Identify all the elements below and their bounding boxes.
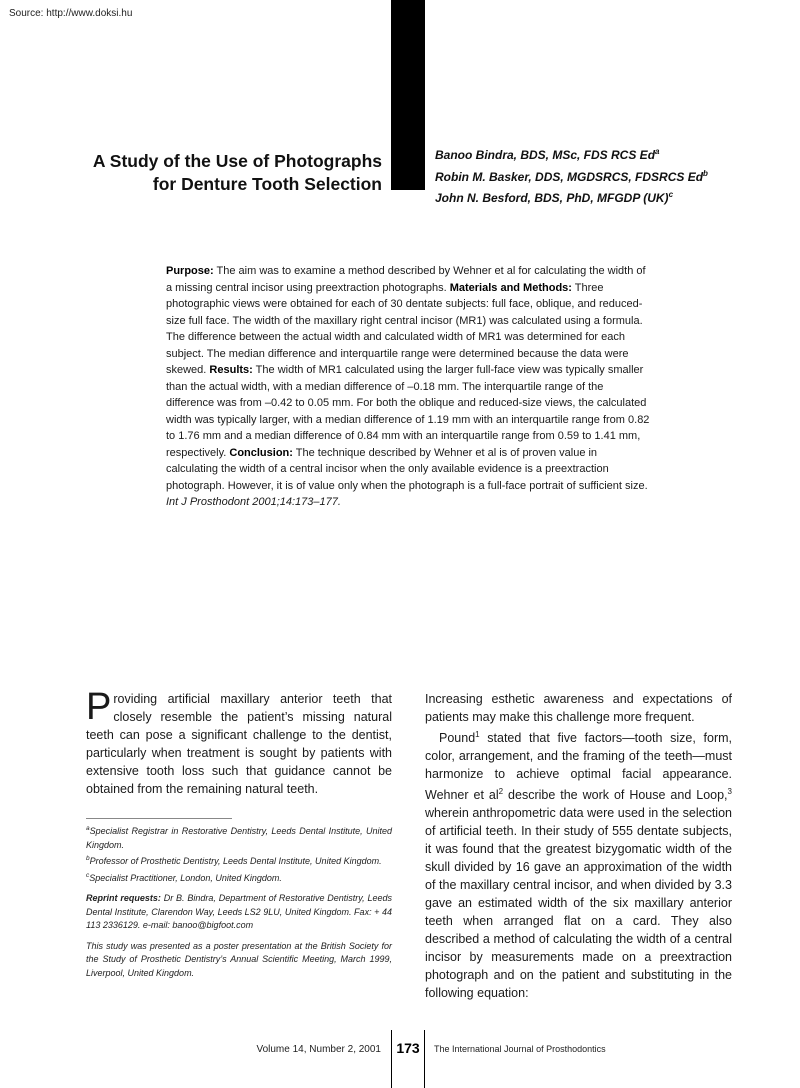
footer-volume: Volume 14, Number 2, 2001 [256, 1044, 381, 1055]
page-number-box [391, 1030, 425, 1088]
footnote-b: $^b$Professor of Prosthetic Dentistry, Leeds Dental Institute, United Kingdom. [86, 855, 382, 866]
author-3: John N. Besford, BDS, PhD, MFGDP (UK)$^c$ [435, 190, 674, 205]
paragraph-2: Pound$^1$ stated that five factors—tooth size, form, color, arrangement, and the framing of the teeth—must harmonize to achieve optimal facial appearance. Wehner et $al^2$ describe the work of House and Loop,$^3$ wherein anthropometric data were used in the selection of artificial teeth. In their study of 555 dentate subjects, it was found that the greatest bizygomatic width of the skull divided by 16 gave an approximation of the width of the maxillary central incisor, and when divided by 3.3 gave an estimated width of the six maxillary anterior teeth when arranged flat on a card. They also described a method of calculating the width of a central incisor by measurements made on a preextraction photograph and on the patient and substituting in the following equation: [425, 730, 732, 1001]
drop-cap: P [86, 686, 112, 728]
page-number: 173 [396, 1040, 420, 1056]
abstract: Purpose: The aim was to examine a method described by Wehner et al for calculating the width of a missing central incisor using preextraction photographs. Materials and Methods: Three photographic views were obtained for each of 30 dentate subjects: full face, oblique, and reduced-size full face. The width of the maxillary right central incisor (MR1) was calculated using a formula. The difference between the actual width and calculated width of MR1 was determined for each subject. The median difference and interquartile range were determined because the data were skewed. Results: The width of MR1 calculated using the larger full-face view was typically smaller than the actual width, with a median difference of –0.18 mm. The interquartile range of the difference was from –0.42 to 0.05 mm. For both the oblique and reduced-size views, the calculated width was typically larger, with a median difference of 1.19 mm with an interquartile range from 0.82 to 1.76 mm and a median difference of 0.84 mm with an interquartile range from 0.59 to 1.41 mm, respectively. Conclusion: The technique described by Wehner et al is of proven value in calculating the width of a central incisor when the only available evidence is a preextraction photograph. However, it is of value only when the photograph is a full-face portrait of sufficient size. Int J Prosthodont 2001;14:173–177. [166, 265, 650, 508]
intro-paragraph: roviding artificial maxillary anterior teeth that closely resemble the patient’s missing natural teeth can pose a significant challenge to the dentist, particularly when treatment is sought by patients with extensive tooth loss such that guidance cannot be obtained from the remaining natural teeth. [86, 692, 392, 796]
paragraph-1: Increasing esthetic awareness and expectations of patients may make this challenge more frequent. [425, 692, 732, 724]
footer-journal: The International Journal of Prosthodontics [434, 1044, 606, 1054]
footnote-a: $^a$Specialist Registrar in Restorative Dentistry, Leeds Dental Institute, United Kingdom. [86, 825, 392, 850]
author-1: Banoo Bindra, BDS, MSc, FDS RCS Ed$^a$ [435, 147, 660, 162]
title-line-2: for Denture Tooth Selection [152, 174, 382, 194]
article-title [42, 150, 382, 196]
presentation-note: This study was presented as a poster presentation at the British Society for the Study of Prosthetic Dentistry’s Annual Scientific Meeting, March 1999, Liverpool, United Kingdom. [86, 940, 392, 978]
footnote-divider [86, 818, 232, 819]
abstract-citation: Int J Prosthodont 2001;14:173–177. [166, 496, 341, 508]
footnote-c: $^c$Specialist Practitioner, London, United Kingdom. [86, 871, 282, 883]
reprint-requests: Reprint requests: Dr B. Bindra, Department of Restorative Dentistry, Leeds Dental Institute, Clarendon Way, Leeds LS2 9LU, United Kingdom. Fax: + 44 113 2336129. e-mail: banoo@bigfoot.com [86, 893, 392, 930]
title-line-1: A Study of the Use of Photographs [92, 151, 382, 171]
header-black-bar [391, 0, 425, 190]
footnotes [86, 822, 392, 987]
author-list [435, 143, 775, 208]
body-column-left [86, 686, 392, 798]
body-column-right [425, 690, 732, 1002]
author-2: Robin M. Basker, DDS, MGDSRCS, FDSRCS Ed$^b$ [435, 168, 708, 184]
source-url: Source: http://www.doksi.hu [9, 8, 133, 19]
